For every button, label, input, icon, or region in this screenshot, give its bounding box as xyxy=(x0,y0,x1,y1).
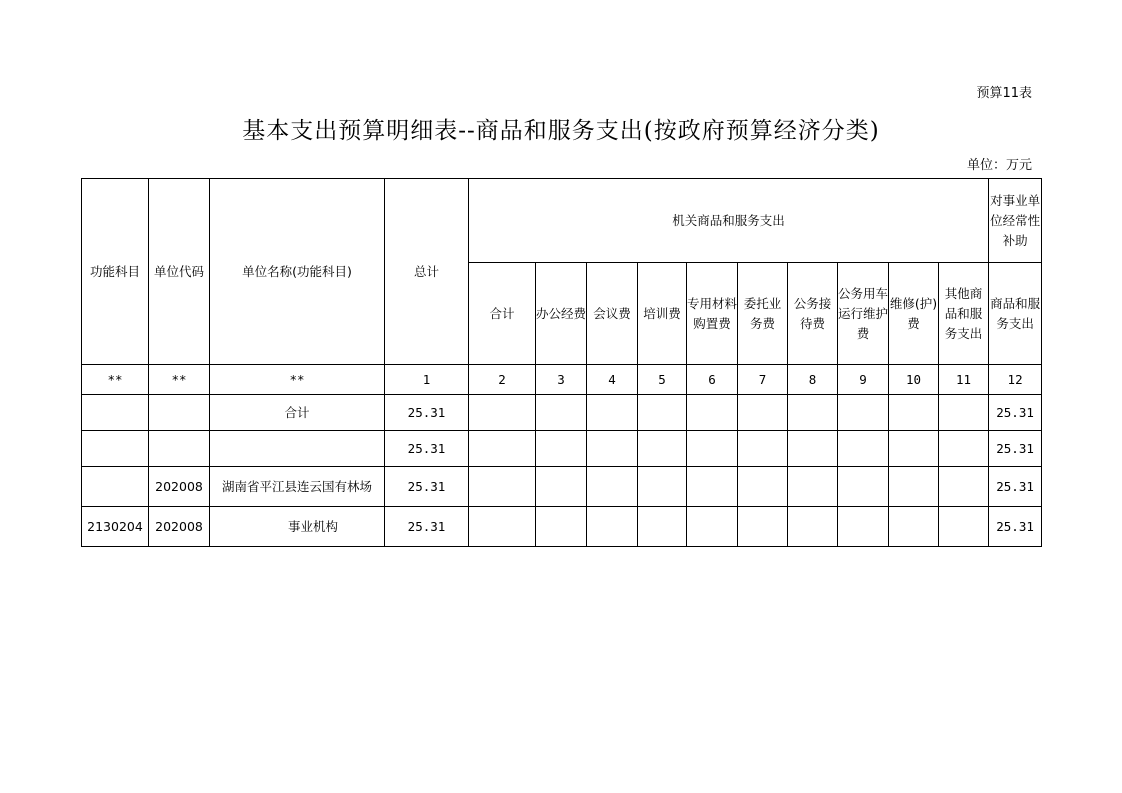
header-col-vehicle: 公务用车运行维护费 xyxy=(838,263,889,365)
table-row xyxy=(82,431,1042,467)
budget-table xyxy=(81,178,1042,547)
header-col-sum: 合计 xyxy=(469,263,536,365)
row-subsidy-goods: 25.31 xyxy=(989,431,1042,467)
row-total: 25.31 xyxy=(385,431,469,467)
row-subsidy-goods: 25.31 xyxy=(989,467,1042,507)
header-col-training: 培训费 xyxy=(638,263,687,365)
index-cell: 10 xyxy=(889,365,939,395)
header-col-office: 办公经费 xyxy=(536,263,587,365)
index-cell: 4 xyxy=(587,365,638,395)
header-col-reception: 公务接待费 xyxy=(788,263,838,365)
index-cell: 8 xyxy=(788,365,838,395)
index-cell: 1 xyxy=(385,365,469,395)
index-cell: 11 xyxy=(939,365,989,395)
row-unit-code xyxy=(149,431,210,467)
table-row xyxy=(82,467,1042,507)
header-col-subsidy-goods: 商品和服务支出 xyxy=(989,263,1042,365)
row-subsidy-goods: 25.31 xyxy=(989,395,1042,431)
header-col-repair: 维修(护)费 xyxy=(889,263,939,365)
index-cell: ** xyxy=(210,365,385,395)
row-total: 25.31 xyxy=(385,467,469,507)
index-row xyxy=(82,365,1042,395)
header-row-1 xyxy=(82,179,1042,263)
index-cell: 12 xyxy=(989,365,1042,395)
header-col-commission: 委托业务费 xyxy=(738,263,788,365)
page-title: 基本支出预算明细表--商品和服务支出(按政府预算经济分类) xyxy=(242,118,880,144)
index-cell: 2 xyxy=(469,365,536,395)
index-cell: 6 xyxy=(687,365,738,395)
index-cell: 7 xyxy=(738,365,788,395)
table-row xyxy=(82,507,1042,547)
header-total: 总计 xyxy=(385,179,469,365)
row-unit-code xyxy=(149,395,210,431)
header-col-other: 其他商品和服务支出 xyxy=(939,263,989,365)
row-subsidy-goods: 25.31 xyxy=(989,507,1042,547)
header-unit-code: 单位代码 xyxy=(149,179,210,365)
table-row xyxy=(82,395,1042,431)
index-cell: ** xyxy=(82,365,149,395)
row-unit-name: 湖南省平江县连云国有林场 xyxy=(210,467,385,507)
row-unit-name: 事业机构 xyxy=(210,507,385,547)
header-col-materials: 专用材料购置费 xyxy=(687,263,738,365)
row-total: 25.31 xyxy=(385,395,469,431)
row-func-subject xyxy=(82,467,149,507)
row-func-subject: 2130204 xyxy=(82,507,149,547)
index-cell: 5 xyxy=(638,365,687,395)
unit-label: 单位：万元 xyxy=(966,158,1032,173)
row-func-subject xyxy=(82,395,149,431)
header-agency-group: 机关商品和服务支出 xyxy=(469,179,989,263)
row-unit-code: 202008 xyxy=(149,467,210,507)
form-number: 预算11表 xyxy=(976,86,1032,101)
header-col-meeting: 会议费 xyxy=(587,263,638,365)
row-unit-code: 202008 xyxy=(149,507,210,547)
header-func-subject: 功能科目 xyxy=(82,179,149,365)
index-cell: 9 xyxy=(838,365,889,395)
row-total: 25.31 xyxy=(385,507,469,547)
row-func-subject xyxy=(82,431,149,467)
header-unit-name: 单位名称(功能科目) xyxy=(210,179,385,365)
header-subsidy-group: 对事业单位经常性补助 xyxy=(989,179,1042,263)
index-cell: 3 xyxy=(536,365,587,395)
index-cell: ** xyxy=(149,365,210,395)
row-unit-name xyxy=(210,431,385,467)
row-unit-name: 合计 xyxy=(210,395,385,431)
